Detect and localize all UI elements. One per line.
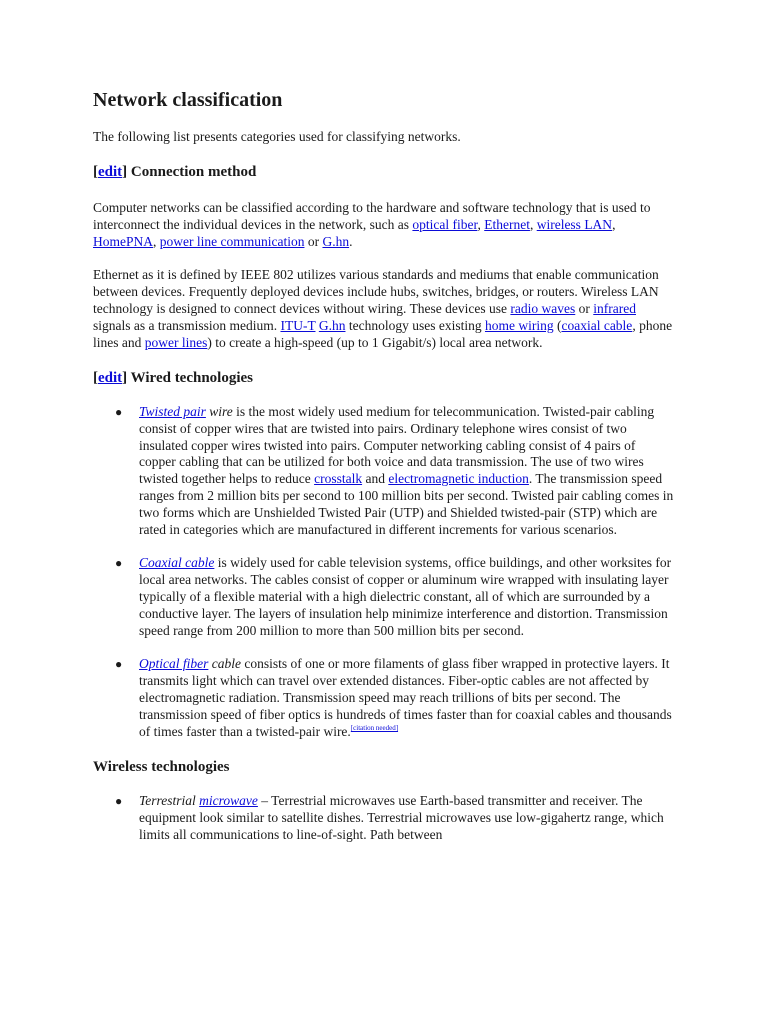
list-item-coaxial-cable: ● Coaxial cable is widely used for cable television systems, office buildings, and other worksites for local area networks. The cables consist of copper or aluminum wire wrapped with insulating layer typically of a flexible material with a high dielectric constant, all of which are surrounded by a conductive layer. The layers of insulation help minimize interference and distortion. Transmission speed range from 200 million to more than 500 million bits per second. [115,555,672,638]
link-ghn[interactable]: G.hn [322,234,350,249]
list-item-optical-fiber: ● Optical fiber cable consists of one or more filaments of glass fiber wrapped in protective layers. It transmits light which can travel over extended distances. Fiber-optic cables are not affected by electromagnetic radiation. Transmission speed may reach trillions of bits per second. The transmission speed of fiber optics is hundreds of times faster than for coaxial cables and thousands of times faster than a twisted-pair wire.[citation needed] [115,656,672,739]
link-crosstalk[interactable]: crosstalk [314,471,363,487]
list-item-terrestrial-microwave: ● Terrestrial microwave – Terrestrial microwaves use Earth-based transmitter and receiver. The equipment look similar to satellite dishes. Terrestrial microwaves use low-gigahertz range, which limits all communications to line-of-sight. Path between [115,793,664,842]
link-twisted-pair[interactable]: Twisted pair [139,404,206,419]
link-power-lines[interactable]: power lines [144,335,208,350]
link-infrared[interactable]: infrared [593,301,636,316]
list-item-twisted-pair: ● Twisted pair wire is the most widely used medium for telecommunication. Twisted-pair cabling consist of copper wires that are twisted into pairs. Ordinary telephone wires consist of two insulated copper wires twisted into pairs. Computer networking cabling consist of 4 pairs of copper cabling that can be utilized for both voice and data transmission. The use of two wires twisted together helps to reduce crosstalk and electromagnetic induction. The transmission speed ranges from 2 million bits per second to 100 million bits per second. Twisted pair cabling comes in two forms which are Unshielded Twisted Pair (UTP) and Shielded twisted-pair (STP) which are rated in categories which are manufactured in different increments for various scenarios. [115,404,674,537]
section-heading-connection-method: [edit] Connection method [93,164,257,180]
link-microwave[interactable]: microwave [199,793,258,809]
edit-link[interactable]: edit [98,370,123,386]
section-heading-wireless-technologies: Wireless technologies [93,759,230,776]
link-coaxial-cable-item[interactable]: Coaxial cable [139,555,215,571]
link-home-wiring[interactable]: home wiring [484,318,554,333]
article-body [93,86,675,844]
link-itu-t[interactable]: ITU-T [280,318,316,333]
section-title: Connection method [130,164,257,180]
wireless-technologies-list [93,793,675,843]
section-title: Wired technologies [130,370,254,386]
citation-needed-link[interactable]: [citation needed] [350,723,399,732]
link-optical-fiber[interactable]: optical fiber [412,217,478,232]
edit-link[interactable]: edit [98,164,123,180]
link-coaxial-cable[interactable]: coaxial cable [561,318,633,333]
bullet-icon: ● [115,794,123,809]
bullet-icon: ● [115,657,123,672]
link-ghn-2[interactable]: G.hn [318,318,346,333]
link-power-line-communication[interactable]: power line communication [159,234,305,249]
connection-paragraph-1: Computer networks can be classified according to the hardware and software technology that is used to interconnect the individual devices in the network, such as optical fiber, Ethernet, wireless LAN, HomePNA, power line communication or G.hn. [93,200,651,249]
link-ethernet[interactable]: Ethernet [484,217,530,232]
bullet-icon: ● [115,556,123,571]
link-radio-waves[interactable]: radio waves [510,301,576,316]
bullet-icon: ● [115,405,123,419]
page-title: Network classification [93,89,283,111]
wired-technologies-list [93,404,675,740]
section-heading-wired-technologies: [edit] Wired technologies [93,370,254,386]
link-wireless-lan[interactable]: wireless LAN [536,217,613,232]
link-homepna[interactable]: HomePNA [93,234,153,249]
intro-paragraph: The following list presents categories used for classifying networks. [93,129,461,144]
link-optical-fiber-item[interactable]: Optical fiber [139,656,209,672]
connection-paragraph-2: Ethernet as it is defined by IEEE 802 utilizes various standards and mediums that enable communication between devices. Frequently deployed devices include hubs, switches, bridges, or routers. Wireless LAN technology is designed to connect devices without wiring. These devices use radio waves or infrared signals as a transmission medium. ITU-T G.hn technology uses existing home wiring (coaxial cable, phone lines and power lines) to create a high-speed (up to 1 Gigabit/s) local area network. [93,267,673,350]
link-electromagnetic-induction[interactable]: electromagnetic induction [388,471,529,487]
